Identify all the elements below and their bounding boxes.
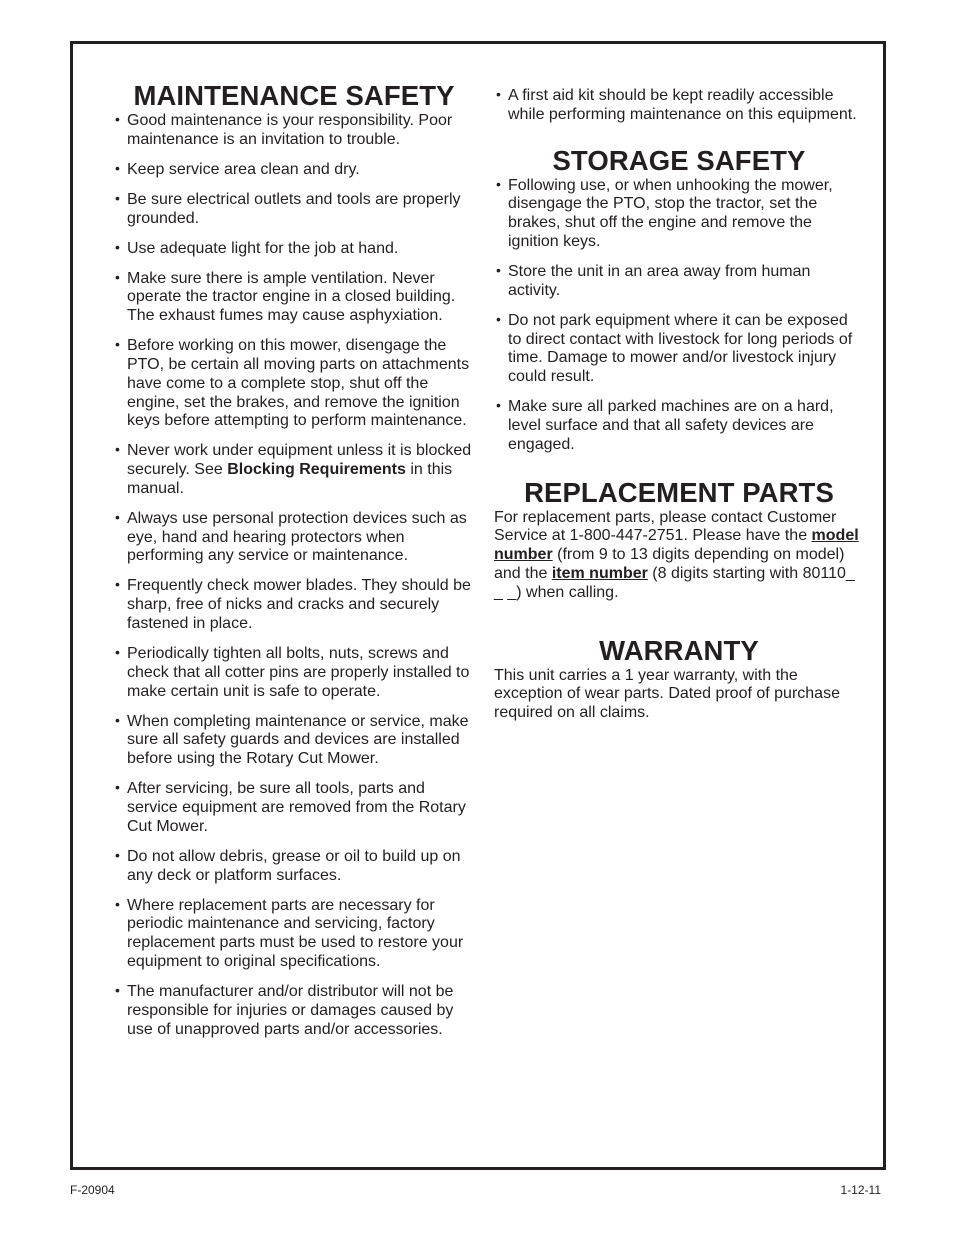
bullet-icon: • [115, 268, 120, 285]
list-item: • Keep service area clean and dry. [115, 159, 360, 178]
bullet-icon: • [115, 336, 120, 353]
bullet-icon: • [115, 508, 120, 525]
storage-safety-list [494, 177, 864, 455]
bullet-icon: • [496, 310, 501, 327]
right-column [494, 44, 864, 723]
bullet-icon: • [496, 175, 501, 192]
list-item: • Make sure there is ample ventilation. Never operate the tractor engine in a closed building. The exhaust fumes may cause asphyxiation. [115, 268, 456, 325]
list-item: • After servicing, be sure all tools, parts and service equipment are removed from the Rotary Cut Mower. [115, 779, 466, 835]
bullet-icon: • [115, 779, 120, 796]
list-item-blocking: • Never work under equipment unless it is blocked securely. See Blocking Requirements in this manual. [115, 441, 472, 497]
replacement-parts-text: For replacement parts, please contact Customer Service at 1-800-447-2751. Please have the model number (from 9 to 13 digits depending on model) and the item number (8 digits starting with 80110_ _ _) when calling. [494, 508, 859, 601]
maintenance-safety-heading: MAINTENANCE SAFETY [133, 80, 455, 111]
bullet-icon: • [115, 189, 120, 206]
bullet-icon: • [115, 441, 120, 458]
maintenance-safety-list [113, 112, 475, 1039]
list-item: • The manufacturer and/or distributor will not be responsible for injuries or damages caused by use of unapproved parts and/or accessories. [115, 981, 454, 1038]
list-item: • Use adequate light for the job at hand. [115, 238, 399, 257]
list-item: • When completing maintenance or service, make sure all safety guards and devices are installed before using the Rotary Cut Mower. [115, 711, 469, 768]
item-number-emphasis: item number [551, 564, 648, 582]
warranty-heading: WARRANTY [599, 634, 759, 666]
list-item: • Before working on this mower, disengage the PTO, be certain all moving parts on attachments have come to a complete stop, shut off the engine, set the brakes, and remove the ignition keys before attempting to perform maintenance. [115, 336, 470, 430]
bullet-icon: • [496, 86, 501, 102]
list-item: • A first aid kit should be kept readily accessible while performing maintenance on this equipment. [496, 86, 857, 123]
left-column [113, 44, 475, 1050]
storage-safety-heading: STORAGE SAFETY [552, 144, 806, 176]
model-number-emphasis: model number [494, 527, 859, 564]
bullet-icon: • [496, 261, 501, 278]
bullet-icon: • [115, 895, 120, 912]
blocking-requirements-reference: Blocking Requirements [227, 461, 406, 479]
list-item: • Be sure electrical outlets and tools are properly grounded. [115, 189, 461, 227]
list-item: • Good maintenance is your responsibility. Poor maintenance is an invitation to trouble. [115, 111, 453, 148]
list-item: • Store the unit in an area away from human activity. [496, 261, 811, 299]
bullet-icon: • [115, 644, 120, 661]
warranty-text: This unit carries a 1 year warranty, with the exception of wear parts. Dated proof of purchase required on all claims. [494, 666, 840, 722]
list-item: • Do not park equipment where it can be exposed to direct contact with livestock for long periods of time. Damage to mower and/or livestock injury could result. [496, 310, 853, 386]
bullet-icon: • [115, 981, 120, 998]
bullet-icon: • [115, 711, 120, 728]
list-item: • Periodically tighten all bolts, nuts, screws and check that all cotter pins are properly installed to make certain unit is safe to operate. [115, 644, 470, 700]
list-item: • Where replacement parts are necessary for periodic maintenance and servicing, factory replacement parts must be used to restore your equipment to original specifications. [115, 895, 464, 970]
bullet-icon: • [115, 238, 120, 255]
revision-date: 1-12-11 [840, 1183, 881, 1197]
form-number: F-20904 [70, 1183, 115, 1197]
page-border [70, 41, 886, 1170]
first-aid-list [494, 87, 864, 125]
list-item: • Following use, or when unhooking the mower, disengage the PTO, stop the tractor, set the brakes, shut off the engine and remove the ignition keys. [496, 175, 833, 250]
bullet-icon: • [115, 576, 120, 593]
list-item: • Make sure all parked machines are on a hard, level surface and that all safety devices are engaged. [496, 397, 834, 453]
bullet-icon: • [115, 111, 120, 127]
replacement-parts-heading: REPLACEMENT PARTS [524, 476, 834, 508]
bullet-icon: • [496, 397, 501, 414]
list-item: • Always use personal protection devices such as eye, hand and hearing protectors when performing any service or maintenance. [115, 508, 467, 565]
bullet-icon: • [115, 159, 120, 176]
list-item: • Do not allow debris, grease or oil to build up on any deck or platform surfaces. [115, 846, 461, 884]
bullet-icon: • [115, 846, 120, 863]
list-item: • Frequently check mower blades. They should be sharp, free of nicks and cracks and securely fastened in place. [115, 576, 471, 633]
